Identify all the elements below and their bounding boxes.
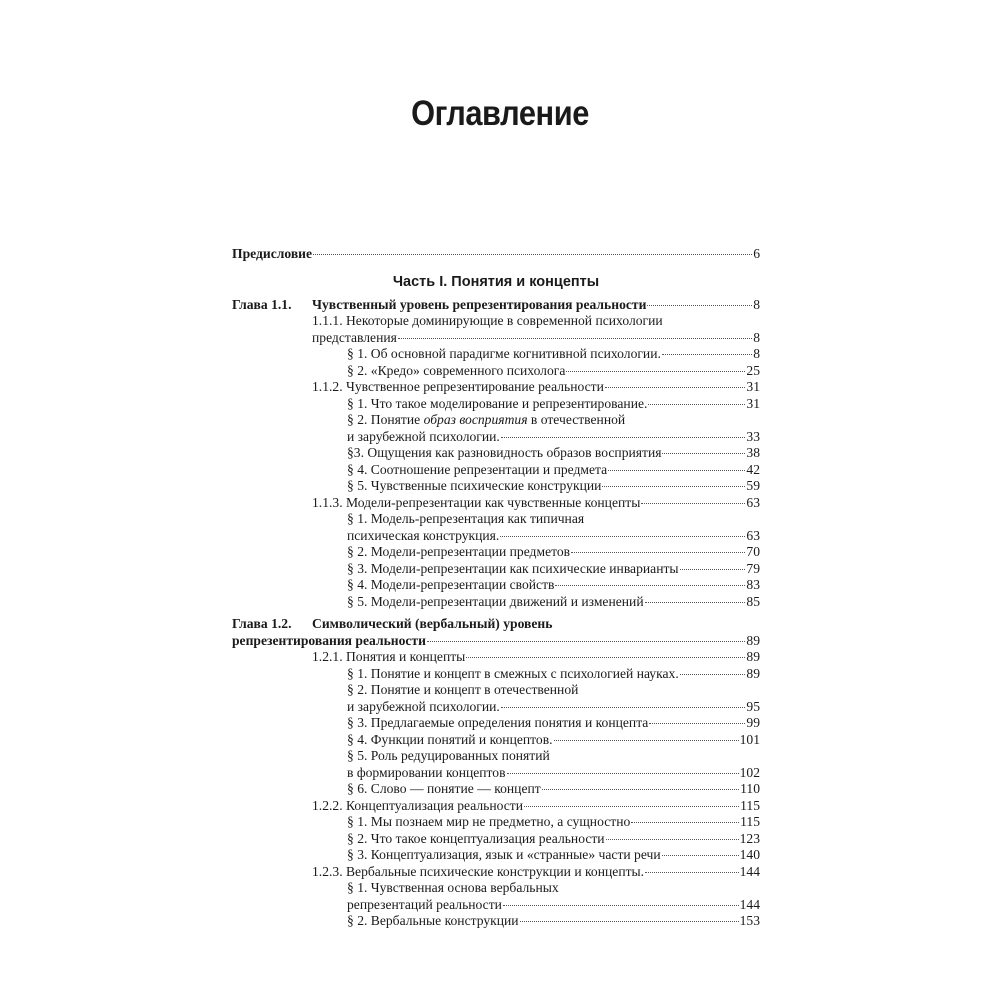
dot-leader	[606, 839, 739, 840]
page-number: 85	[746, 593, 760, 609]
page-number: 42	[746, 461, 760, 477]
page-number: 95	[746, 698, 760, 714]
toc-entry-paragraph-cont[interactable]	[232, 699, 760, 716]
toc-entry-chapter-1-1[interactable]	[232, 297, 760, 314]
entry-text: § 2. Понятие и концепт в отечественной	[347, 682, 579, 697]
part-heading: Часть I. Понятия и концепты	[392, 273, 600, 290]
toc-entry-paragraph[interactable]	[232, 880, 760, 897]
toc-entry-paragraph-cont[interactable]	[232, 765, 760, 782]
dot-leader	[507, 773, 739, 774]
toc-entry-paragraph[interactable]	[232, 748, 760, 765]
page-number: 6	[753, 246, 760, 261]
dot-leader	[641, 503, 745, 504]
page-number: 89	[746, 665, 760, 681]
toc-entry-section[interactable]	[232, 798, 760, 815]
entry-text: § 2. «Кредо» современного психолога	[347, 362, 566, 378]
entry-text: 1.2.1. Понятия и концепты	[312, 649, 466, 664]
entry-text: Предисловие	[232, 246, 313, 261]
toc-entry-paragraph[interactable]	[232, 462, 760, 479]
entry-text-italic: образ восприятия	[423, 412, 528, 427]
page-number: 102	[739, 764, 760, 780]
entry-text: 1.2.2. Концептуализация реальности	[312, 797, 524, 813]
entry-text: § 4. Модели-репрезентации свойств	[347, 577, 555, 592]
page-number: 115	[740, 797, 760, 813]
dot-leader	[524, 806, 739, 807]
toc-entry-paragraph[interactable]	[232, 363, 760, 380]
toc-entry-paragraph[interactable]	[232, 561, 760, 578]
page-number: 31	[746, 379, 760, 394]
page-number: 8	[753, 296, 760, 312]
page-title: Оглавление	[411, 94, 589, 133]
entry-text: Символический (вербальный) уровень	[312, 616, 553, 631]
page-number: 8	[753, 329, 760, 345]
dot-leader	[680, 674, 746, 675]
page-number: 153	[739, 913, 760, 928]
toc-entry-paragraph[interactable]	[232, 831, 760, 848]
dot-leader	[566, 371, 745, 372]
entry-text: 1.1.3. Модели-репрезентации как чувственные концепты	[312, 494, 641, 510]
page-number: 115	[740, 814, 760, 829]
entry-text-pre: § 2. Понятие	[347, 412, 424, 427]
toc-entry-chapter-1-2[interactable]	[232, 616, 760, 633]
page-number: 101	[739, 731, 760, 747]
dot-leader	[554, 740, 739, 741]
toc-entry-paragraph-cont[interactable]	[232, 429, 760, 446]
entry-text: § 2. Вербальные конструкции	[347, 913, 519, 928]
dot-leader	[645, 602, 746, 603]
toc-entry-paragraph[interactable]	[232, 544, 760, 561]
toc-entry-paragraph[interactable]	[232, 577, 760, 594]
dot-leader	[571, 552, 745, 553]
entry-text: репрезентаций реальности	[347, 896, 502, 912]
page-number: 140	[739, 847, 760, 862]
toc-entry-paragraph[interactable]	[232, 346, 760, 363]
toc-entry-paragraph[interactable]	[232, 781, 760, 798]
table-of-contents	[232, 246, 760, 930]
dot-leader	[662, 855, 739, 856]
dot-leader	[500, 536, 745, 537]
entry-text: § 2. Что такое концептуализация реальности	[347, 830, 605, 846]
entry-text: § 3. Предлагаемые определения понятия и концепта	[347, 715, 649, 730]
entry-text	[347, 412, 625, 429]
toc-entry-paragraph-cont[interactable]	[232, 897, 760, 914]
entry-text: психическая конструкция.	[347, 527, 500, 543]
entry-text: и зарубежной психологии.	[347, 698, 500, 714]
entry-text: Чувственный уровень репрезентирования реальности	[312, 296, 647, 312]
dot-leader	[605, 387, 746, 388]
dot-leader	[662, 453, 745, 454]
entry-text: § 5. Чувственные психические конструкции	[347, 478, 602, 493]
entry-text: 1.1.1. Некоторые доминирующие в современной психологии	[312, 313, 663, 328]
toc-entry-paragraph[interactable]	[232, 478, 760, 495]
entry-text: 1.2.3. Вербальные психические конструкции и концепты.	[312, 863, 645, 879]
page-number: 33	[746, 428, 760, 444]
entry-text: § 2. Модели-репрезентации предметов	[347, 544, 571, 559]
page-number: 89	[746, 632, 760, 648]
dot-leader	[313, 254, 752, 255]
toc-entry-paragraph[interactable]	[232, 814, 760, 831]
dot-leader	[501, 437, 746, 438]
dot-leader	[648, 404, 745, 405]
toc-entry-paragraph[interactable]	[232, 445, 760, 462]
toc-entry-section[interactable]	[232, 379, 760, 396]
dot-leader	[555, 585, 745, 586]
page-number: 31	[746, 395, 760, 411]
page-number: 8	[753, 346, 760, 361]
dot-leader	[466, 657, 745, 658]
entry-text: и зарубежной психологии.	[347, 428, 500, 444]
page-number: 38	[746, 445, 760, 460]
entry-text: в формировании концептов	[347, 764, 506, 780]
page-number: 144	[739, 863, 760, 879]
entry-text: § 4. Соотношение репрезентации и предмета	[347, 461, 608, 477]
page-number: 59	[746, 478, 760, 493]
entry-text: § 1. Понятие и концепт в смежных с психологией науках.	[347, 665, 679, 681]
page-number: 110	[740, 781, 760, 796]
dot-leader	[647, 305, 752, 306]
entry-text: § 3. Концептуализация, язык и «странные» части речи	[347, 847, 661, 862]
toc-entry-section[interactable]	[232, 495, 760, 512]
entry-text: § 1. Что такое моделирование и репрезентирование.	[347, 395, 648, 411]
toc-entry-paragraph[interactable]	[232, 732, 760, 749]
toc-entry-paragraph[interactable]	[232, 847, 760, 864]
dot-leader	[501, 707, 746, 708]
page-number: 63	[746, 527, 760, 543]
chapter-label: Глава 1.2.	[232, 616, 292, 631]
page-number: 83	[746, 577, 760, 592]
entry-text: § 1. Об основной парадигме когнитивной психологии.	[347, 346, 661, 361]
entry-text: 1.1.2. Чувственное репрезентирование реальности	[312, 379, 604, 394]
toc-entry-paragraph[interactable]	[232, 412, 760, 429]
toc-entry-paragraph[interactable]	[232, 666, 760, 683]
toc-entry-paragraph[interactable]	[232, 715, 760, 732]
toc-entry-paragraph[interactable]	[232, 682, 760, 699]
toc-entry-paragraph-cont[interactable]	[232, 528, 760, 545]
page-number: 89	[746, 649, 760, 664]
entry-text: § 3. Модели-репрезентации как психические инварианты	[347, 560, 679, 576]
dot-leader	[680, 569, 746, 570]
entry-text: § 5. Модели-репрезентации движений и изменений	[347, 593, 644, 609]
entry-text: § 1. Чувственная основа вербальных	[347, 880, 559, 895]
toc-entry-paragraph[interactable]	[232, 913, 760, 930]
dot-leader	[645, 872, 739, 873]
dot-leader	[542, 789, 739, 790]
page-number: 25	[746, 362, 760, 378]
entry-text: § 5. Роль редуцированных понятий	[347, 748, 550, 763]
dot-leader	[602, 486, 745, 487]
toc-entry-chapter-1-2-cont[interactable]	[232, 633, 760, 650]
toc-entry-paragraph[interactable]	[232, 511, 760, 528]
entry-text: §3. Ощущения как разновидность образов восприятия	[347, 445, 662, 460]
page-number: 79	[746, 560, 760, 576]
entry-text: представления	[312, 329, 397, 345]
chapter-label: Глава 1.1.	[232, 296, 292, 312]
toc-entry-section[interactable]	[232, 313, 760, 330]
dot-leader	[662, 354, 752, 355]
entry-text: репрезентирования реальности	[232, 632, 426, 648]
page-number: 123	[739, 830, 760, 846]
entry-text: § 1. Модель-репрезентация как типичная	[347, 511, 585, 526]
entry-text-post: в отечественной	[527, 412, 626, 427]
dot-leader	[649, 723, 745, 724]
page-number: 144	[739, 896, 760, 912]
dot-leader	[631, 822, 739, 823]
toc-entry-section-cont[interactable]	[232, 330, 760, 347]
entry-text: § 1. Мы познаем мир не предметно, а сущностно	[347, 814, 631, 829]
dot-leader	[608, 470, 745, 471]
toc-entry-preface[interactable]	[232, 246, 760, 263]
dot-leader	[427, 641, 745, 642]
toc-entry-paragraph[interactable]	[232, 396, 760, 413]
entry-text: § 4. Функции понятий и концептов.	[347, 731, 553, 747]
toc-entry-section[interactable]	[232, 864, 760, 881]
dot-leader	[398, 338, 752, 339]
page-number: 63	[746, 494, 760, 510]
page-number: 99	[746, 715, 760, 730]
toc-entry-section[interactable]	[232, 649, 760, 666]
entry-text: § 6. Слово — понятие — концепт	[347, 781, 541, 796]
dot-leader	[520, 921, 739, 922]
dot-leader	[503, 905, 739, 906]
page-number: 70	[746, 544, 760, 559]
toc-entry-paragraph[interactable]	[232, 594, 760, 611]
